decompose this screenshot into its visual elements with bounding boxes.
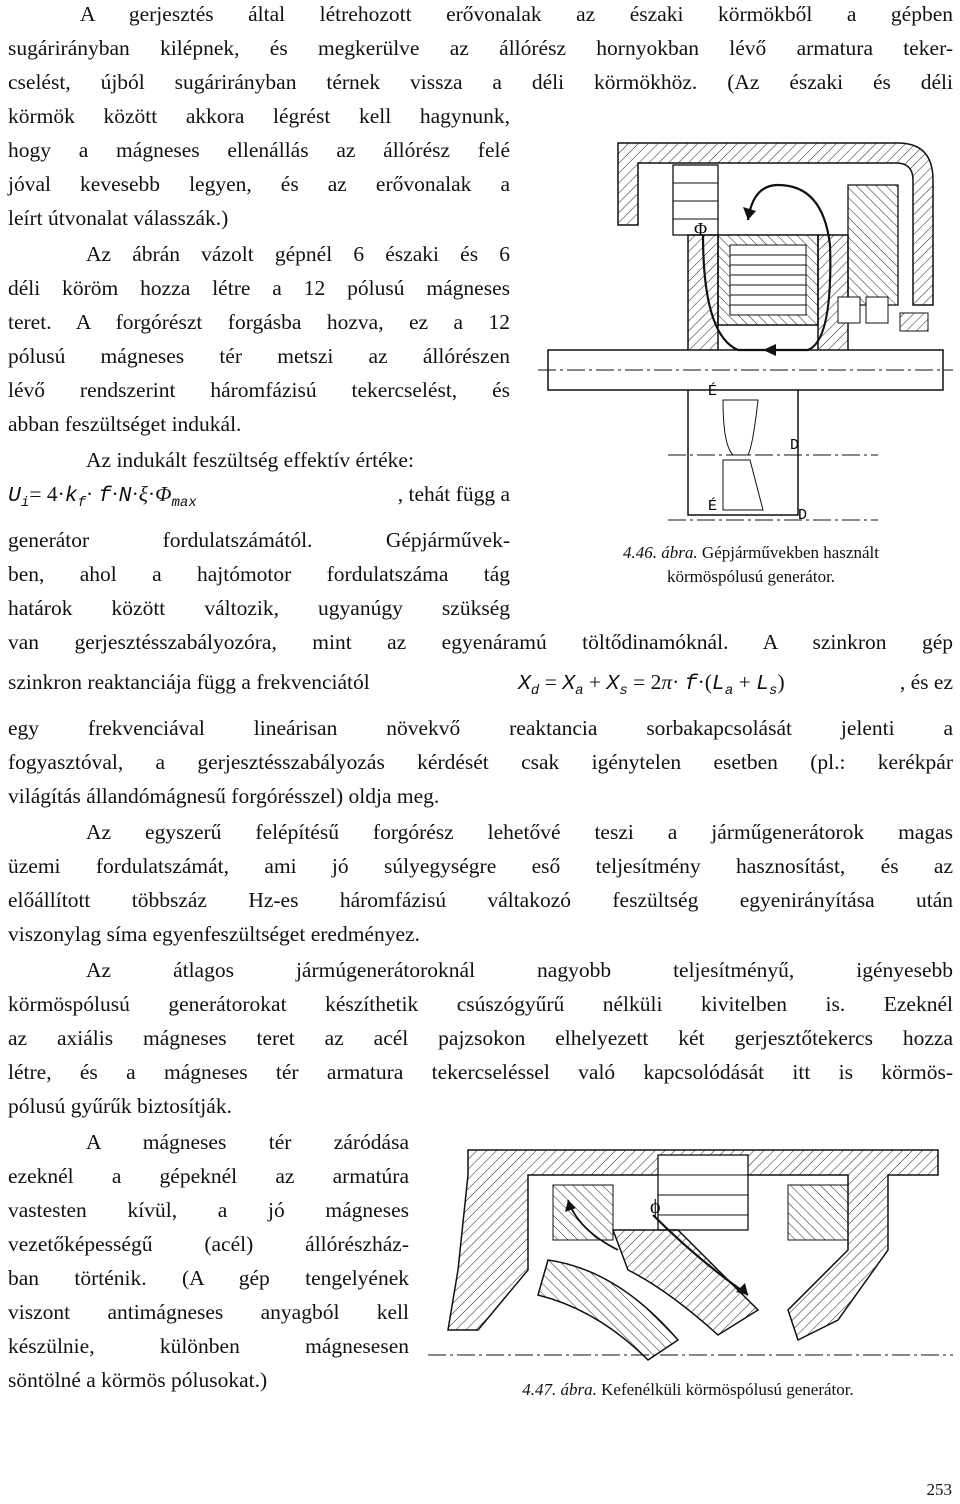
paragraph-line: , tehát függ a xyxy=(397,482,510,506)
figure-caption-text: körmöspólusú generátor. xyxy=(666,567,836,586)
south-label: D xyxy=(798,507,808,524)
paragraph-line: leírt útvonalat válasszák.) xyxy=(8,206,229,230)
paragraph-line: üzemi fordulatszámát, ami jó súlyegységre eső teljesítmény hasznosítást, és az xyxy=(8,854,953,878)
paragraph-line: előállított többszáz Hz-es háromfázisú váltakozó feszültség egyenirányítása után xyxy=(8,888,953,912)
figure-caption xyxy=(418,1379,958,1401)
paragraph-line: vezetőképességű (acél) állórészház- xyxy=(8,1232,409,1256)
paragraph-line: ezeknél a gépeknél az armatúra xyxy=(8,1164,409,1188)
reactance-formula: $X_d = X_a + X_s = 2\pi\cdot f\cdot(L_a + L_s)$ xyxy=(518,670,785,699)
paragraph-line: hogy a mágneses ellenállás az állórész felé xyxy=(8,138,510,162)
paragraph-line: abban feszültséget indukál. xyxy=(8,412,242,436)
brushless-claw-pole-generator-figure xyxy=(418,1120,958,1375)
paragraph-line: az axiális mágneses teret az acél pajzsokon elhelyezett két gerjesztőtekercs hozza xyxy=(8,1026,953,1050)
paragraph-line: határok között változik, ugyanúgy szükség xyxy=(8,596,510,620)
phi-label: Φ xyxy=(694,219,708,239)
paragraph-line: ban történik. (A gép tengelyének xyxy=(8,1266,409,1290)
paragraph-line: söntölné a körmös pólusokat.) xyxy=(8,1368,268,1392)
paragraph-line: viszonylag síma egyenfeszültséget eredményez. xyxy=(8,922,420,946)
paragraph-line: ben, ahol a hajtómotor fordulatszáma tág xyxy=(8,562,510,586)
voltage-formula: $U_i= 4\cdot k_f\cdot f\cdot N\cdot\xi\cdot\Phi_{max}$ xyxy=(8,482,197,511)
paragraph-line: van gerjesztésszabályozóra, mint az egyenáramú töltődinamóknál. A szinkron gép xyxy=(8,630,953,654)
page-number: 253 xyxy=(926,1480,952,1499)
paragraph-line: A gerjesztés által létrehozott erővonalak az északi körmökből a gépben xyxy=(80,2,953,26)
paragraph-line: viszont antimágneses anyagból kell xyxy=(8,1300,409,1324)
paragraph-line: , és ez xyxy=(899,670,953,694)
phi-label: ϕ xyxy=(650,1196,661,1218)
paragraph-line: körmök között akkora légrést kell hagynunk, xyxy=(8,104,510,128)
paragraph-line: készülnie, különben mágnesesen xyxy=(8,1334,409,1358)
paragraph-line: jóval kevesebb legyen, és az erővonalak a xyxy=(8,172,510,196)
paragraph-line: lévő rendszerint háromfázisú tekercselést, és xyxy=(8,378,510,402)
paragraph-line: pólusú gyűrűk biztosítják. xyxy=(8,1094,232,1118)
paragraph-line: Az indukált feszültség effektív értéke: xyxy=(86,448,414,472)
paragraph-line: világítás állandómágnesű forgórésszel) oldja meg. xyxy=(8,784,440,808)
figure-number: 4.46. ábra. xyxy=(623,543,698,562)
paragraph-line: körmöspólusú generátorokat készíthetik csúszógyűrű nélküli kivitelben is. Ezeknél xyxy=(8,992,953,1016)
paragraph-line: létre, és a mágneses tér armatura tekercseléssel való kapcsolódását itt is körmös- xyxy=(8,1060,953,1084)
north-label: É xyxy=(708,498,718,515)
south-label: D xyxy=(790,437,800,454)
paragraph-line: Az átlagos jármúgenerátoroknál nagyobb teljesítményű, igényesebb xyxy=(86,958,953,982)
paragraph-line: generátor fordulatszámától. Gépjárművek- xyxy=(8,528,510,552)
paragraph-line: vastesten kívül, a jó mágneses xyxy=(8,1198,409,1222)
figure-number: 4.47. ábra. xyxy=(522,1380,597,1399)
paragraph-line: pólusú mágneses tér metszi az állórészen xyxy=(8,344,510,368)
paragraph-line: Az egyszerű felépítésű forgórész lehetővé teszi a járműgenerátorok magas xyxy=(86,820,953,844)
paragraph-line: teret. A forgórészt forgásba hozva, ez a 12 xyxy=(8,310,510,334)
north-label: É xyxy=(708,383,718,400)
paragraph-line: Az ábrán vázolt gépnél 6 északi és 6 xyxy=(86,242,510,266)
figure-caption-text: Gépjárművekben használt xyxy=(701,543,879,562)
paragraph-line: sugárirányban kilépnek, és megkerülve az állórész hornyokban lévő armatura teker- xyxy=(8,36,953,60)
paragraph-line: cselést, újból sugárirányban térnek vissza a déli körmökhöz. (Az északi és déli xyxy=(8,70,953,94)
paragraph-line: fogyasztóval, a gerjesztésszabályozás kérdését csak igénytelen esetben (pl.: kerékpár xyxy=(8,750,953,774)
claw-pole-generator-figure xyxy=(518,125,958,535)
figure-caption xyxy=(565,542,937,564)
paragraph-line: A mágneses tér záródása xyxy=(86,1130,409,1154)
paragraph-line: szinkron reaktanciája függ a frekvenciától xyxy=(8,670,370,694)
figure-caption-text: Kefenélküli körmöspólusú generátor. xyxy=(601,1380,854,1399)
paragraph-line: egy frekvenciával lineárisan növekvő reaktancia sorbakapcsolását jelenti a xyxy=(8,716,953,740)
paragraph-line: déli köröm hozza létre a 12 pólusú mágneses xyxy=(8,276,510,300)
